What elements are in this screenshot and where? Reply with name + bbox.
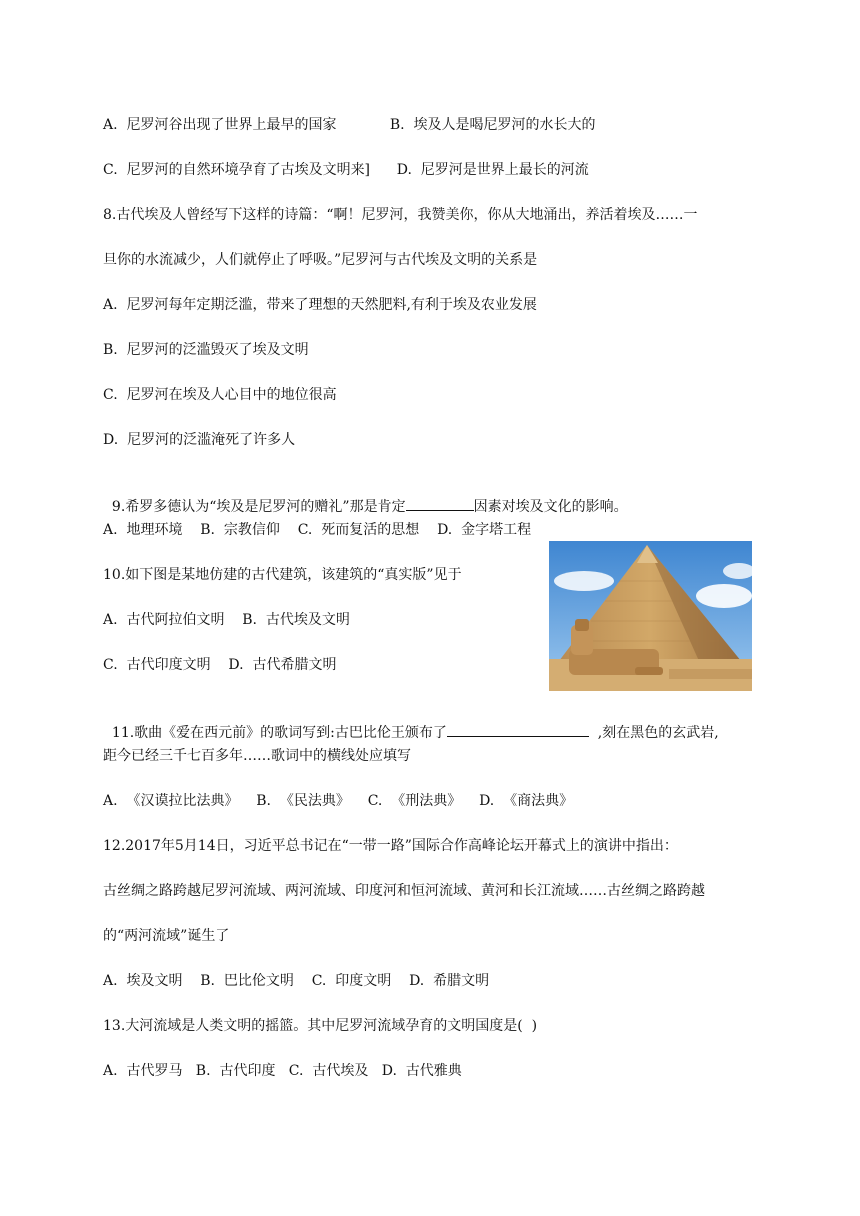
- option-8a: A. 尼罗河每年定期泛滥，带来了理想的天然肥料,有利于埃及农业发展: [103, 297, 537, 313]
- line-7c: C. 尼罗河的自然环境孕育了古埃及文明来] D. 尼罗河是世界上最长的河流: [103, 162, 589, 178]
- option-8c: C. 尼罗河在埃及人心目中的地位很高: [103, 387, 337, 403]
- options-9: A. 地理环境 B. 宗教信仰 C. 死而复活的思想 D. 金字塔工程: [103, 522, 532, 538]
- option-8d: D. 尼罗河的泛滥淹死了许多人: [103, 432, 296, 448]
- question-10: 10.如下图是某地仿建的古代建筑，该建筑的“真实版”见于: [103, 567, 462, 583]
- question-11-text: 11.歌曲《爱在西元前》的歌词写到:古巴比伦王颁布了: [111, 725, 447, 741]
- question-11: [103, 701, 719, 743]
- line-7a: A. 尼罗河谷出现了世界上最早的国家 B. 埃及人是喝尼罗河的水长大的: [103, 117, 596, 133]
- cloud: [696, 584, 752, 608]
- options-11: A. 《汉谟拉比法典》 B. 《民法典》 C. 《刑法典》 D. 《商法典》: [103, 793, 574, 809]
- question-9: [103, 475, 628, 517]
- options-12: A. 埃及文明 B. 巴比伦文明 C. 印度文明 D. 希腊文明: [103, 973, 490, 989]
- pyramid-sphinx-photo: [549, 541, 752, 691]
- cloud: [554, 571, 614, 591]
- question-8-cont: 旦你的水流减少，人们就停止了呼吸。”尼罗河与古代埃及文明的关系是: [103, 252, 538, 268]
- question-12: 12.2017年5月14日，习近平总书记在“一带一路”国际合作高峰论坛开幕式上的演讲中指出：: [103, 838, 678, 854]
- question-9-text: 9.希罗多德认为“埃及是尼罗河的赠礼”那是肯定: [111, 499, 406, 515]
- question-11-cont: 距今已经三千七百多年……歌词中的横线处应填写: [103, 748, 411, 764]
- question-11-text-end: ,刻在黑色的玄武岩,: [588, 725, 719, 741]
- question-13: 13.大河流域是人类文明的摇篮。其中尼罗河流域孕育的文明国度是( ): [103, 1018, 538, 1034]
- wall: [669, 669, 752, 679]
- answer-blank: [447, 721, 589, 737]
- options-13: A. 古代罗马 B. 古代印度 C. 古代埃及 D. 古代雅典: [103, 1063, 462, 1079]
- question-12-cont: 古丝绸之路跨越尼罗河流域、两河流域、印度河和恒河流域、黄河和长江流域……古丝绸之路跨越: [103, 883, 705, 899]
- question-9-text-end: 因素对埃及文化的影响。: [473, 499, 628, 515]
- options-10-ab: A. 古代阿拉伯文明 B. 古代埃及文明: [103, 612, 350, 628]
- options-10-cd: C. 古代印度文明 D. 古代希腊文明: [103, 657, 337, 673]
- option-8b: B. 尼罗河的泛滥毁灭了埃及文明: [103, 342, 309, 358]
- answer-blank: [406, 495, 474, 511]
- question-8: 8.古代埃及人曾经写下这样的诗篇：“啊！尼罗河，我赞美你，你从大地涌出，养活着埃及……一: [103, 207, 698, 223]
- question-12-cont2: 的“两河流域”诞生了: [103, 928, 230, 944]
